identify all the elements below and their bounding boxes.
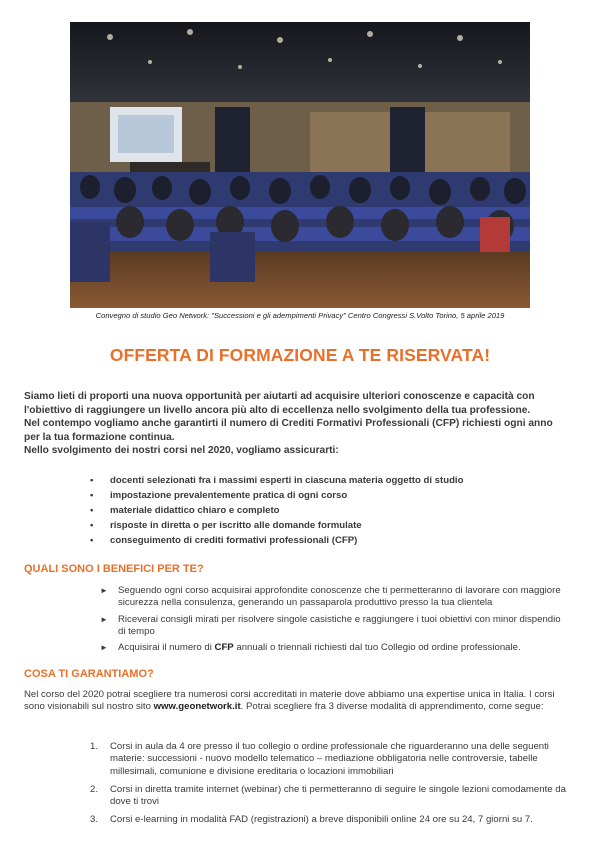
bullet-icon: • xyxy=(90,505,94,516)
cfp-bold: CFP xyxy=(214,642,234,654)
arrow-right-icon: ► xyxy=(100,586,108,595)
list-item: ► Riceverai consigli mirati per risolvere singole casistiche e raggiungere i tuoi obiettivi con minor dispendio di tempo xyxy=(100,613,561,637)
bullet-icon: • xyxy=(90,535,94,546)
page-title: OFFERTA DI FORMAZIONE A TE RISERVATA! xyxy=(109,345,491,365)
arrow-right-icon: ► xyxy=(100,614,108,624)
list-item: 3. Corsi e-learning in modalità FAD (registrazioni) a breve disponibili online 24 ore su 24, 7 giorni su 7. xyxy=(90,814,533,826)
list-item: 2. Corsi in diretta tramite internet (webinar) che ti permetteranno di seguire le singole lezioni comodamente da dove ti trovi xyxy=(90,783,566,808)
guarantee-heading: COSA TI GARANTIAMO? xyxy=(24,668,154,680)
photo-caption: Convegno di studio Geo Network: "Successioni e gli adempimenti Privacy" Centro Congressi S.Volto Torino, 5 aprile 2019 xyxy=(95,311,505,320)
list-item: • conseguimento di crediti formativi professionali (CFP) xyxy=(90,535,358,546)
list-item: ► Acquisirai il numero di CFP annuali o triennali richiesti dal tuo Collegio od ordine professionale. xyxy=(100,642,521,654)
intro-paragraph-2: Nel contempo vogliamo anche garantirti il numero di Crediti Formativi Professionali (CFP) richiesti ogni anno per la tua formazione continua. xyxy=(24,418,553,443)
conference-photo xyxy=(70,22,530,308)
list-item: 1. Corsi in aula da 4 ore presso il tuo collegio o ordine professionale che riguarderanno una delle seguenti materie: successioni - nuovo modello telematico – mediazione obbligatoria nelle controversie, tabelle millesimali, comunione e divisione ereditaria o locazioni immobiliari xyxy=(90,741,549,777)
intro-text xyxy=(24,390,564,458)
assurance-list xyxy=(90,473,570,548)
benefits-heading: QUALI SONO I BENEFICI PER TE? xyxy=(24,563,204,575)
website-link[interactable]: www.geonetwork.it xyxy=(153,701,241,713)
list-item: • impostazione prevalentemente pratica di ogni corso xyxy=(90,490,348,501)
bullet-icon: • xyxy=(90,520,94,531)
list-item: • risposte in diretta o per iscritto alle domande formulate xyxy=(90,520,362,531)
bullet-icon: • xyxy=(90,490,94,501)
list-item: • materiale didattico chiaro e completo xyxy=(90,505,280,516)
guarantee-paragraph: Nel corso del 2020 potrai scegliere tra numerosi corsi accreditati in materie dove abbiamo una expertise unica in Italia. I corsi sono visionabili sul nostro sito www.geonetwork.it. Potrai scegliere fra 3 diverse modalità di apprendimento, come segue: xyxy=(24,689,555,713)
list-item: ► Seguendo ogni corso acquisirai approfondite conoscenze che ti permetteranno di lavorare con maggiore sicurezza nella consulenza, generando un passaparola produttivo presso la tua clientela xyxy=(100,585,561,609)
learning-modes-list xyxy=(90,741,575,833)
arrow-right-icon: ► xyxy=(100,643,108,653)
intro-paragraph-3: Nello svolgimento dei nostri corsi nel 2020, vogliamo assicurarti: xyxy=(24,445,339,457)
conference-hall-illustration xyxy=(70,22,530,308)
intro-paragraph-1: Siamo lieti di proporti una nuova opportunità per aiutarti ad acquisire ulteriori conoscenze e capacità con l'obiettivo di raggiungere un livello ancora più alto di eccellenza nello svolgimento della tua professione. xyxy=(24,391,535,416)
bullet-icon: • xyxy=(90,475,94,486)
list-item: • docenti selezionati fra i massimi esperti in ciascuna materia oggetto di studio xyxy=(90,475,464,486)
benefits-list xyxy=(100,585,570,658)
